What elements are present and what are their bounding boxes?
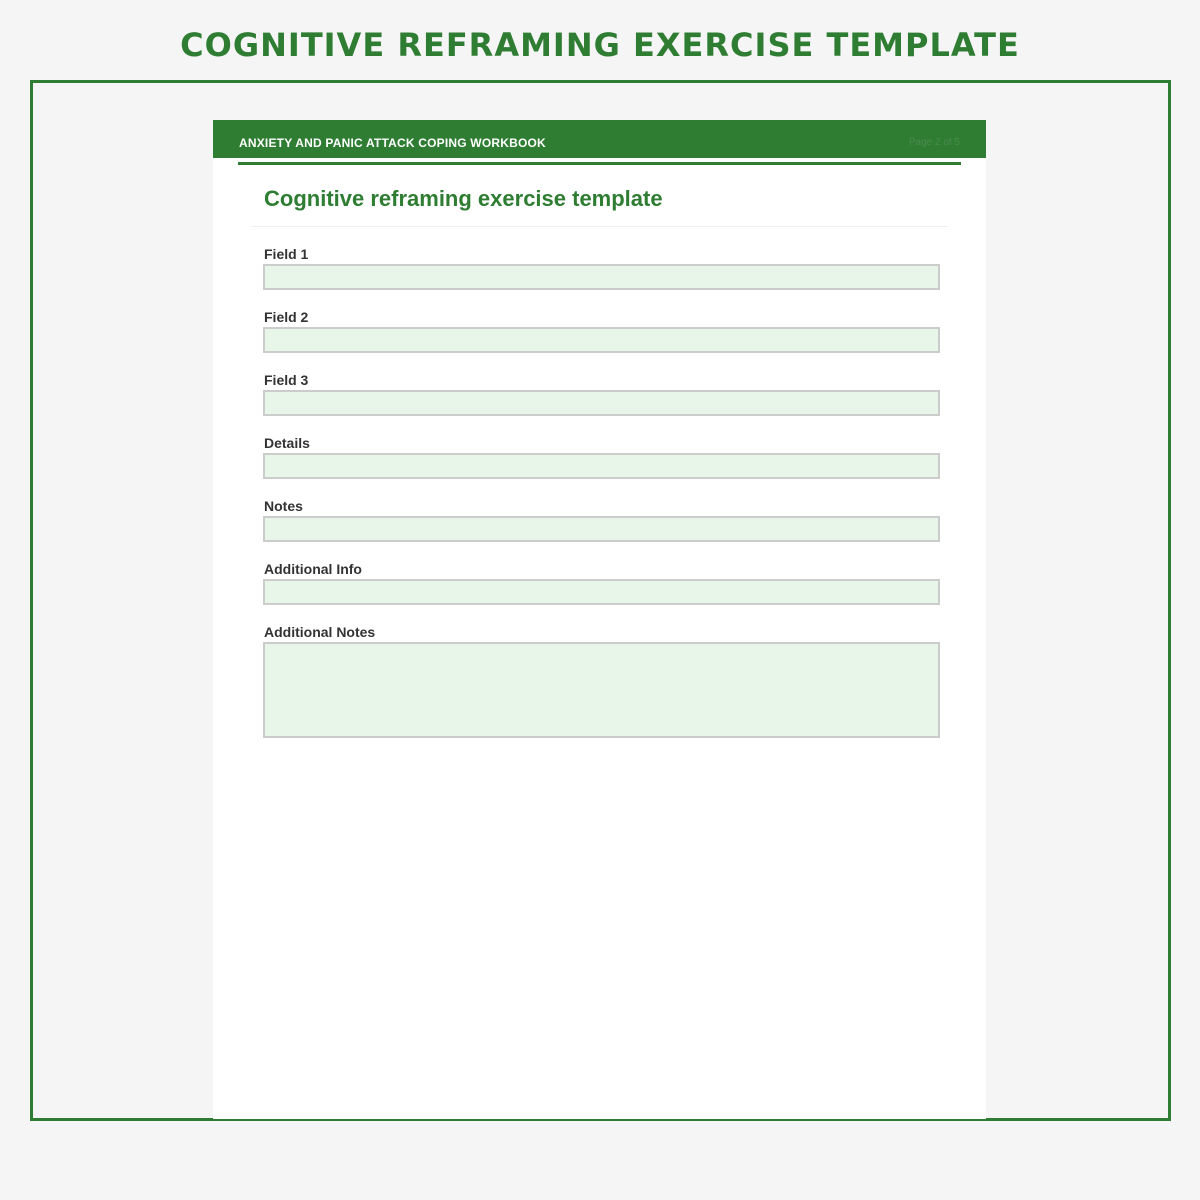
notes-label: Notes bbox=[264, 498, 303, 514]
field-2-input[interactable] bbox=[263, 327, 940, 353]
details-label: Details bbox=[264, 435, 310, 451]
additional-info-label: Additional Info bbox=[264, 561, 362, 577]
additional-notes-textarea[interactable] bbox=[263, 642, 940, 738]
additional-notes-label: Additional Notes bbox=[264, 624, 376, 640]
additional-info-input[interactable] bbox=[263, 579, 940, 605]
field-2-label: Field 2 bbox=[264, 309, 309, 325]
worksheet-page bbox=[213, 120, 986, 1119]
header-divider bbox=[238, 162, 961, 165]
page-heading: COGNITIVE REFRAMING EXERCISE TEMPLATE bbox=[180, 26, 1020, 64]
field-3-label: Field 3 bbox=[264, 372, 309, 388]
field-1-label: Field 1 bbox=[264, 246, 309, 262]
field-1-input[interactable] bbox=[263, 264, 940, 290]
notes-input[interactable] bbox=[263, 516, 940, 542]
page-number: Page 2 of 5 bbox=[908, 137, 960, 148]
title-divider bbox=[251, 226, 948, 227]
form-title: Cognitive reframing exercise template bbox=[264, 186, 663, 211]
sheet-header-bar bbox=[213, 120, 986, 158]
details-input[interactable] bbox=[263, 453, 940, 479]
field-3-input[interactable] bbox=[263, 390, 940, 416]
workbook-title: ANXIETY AND PANIC ATTACK COPING WORKBOOK bbox=[239, 136, 546, 150]
